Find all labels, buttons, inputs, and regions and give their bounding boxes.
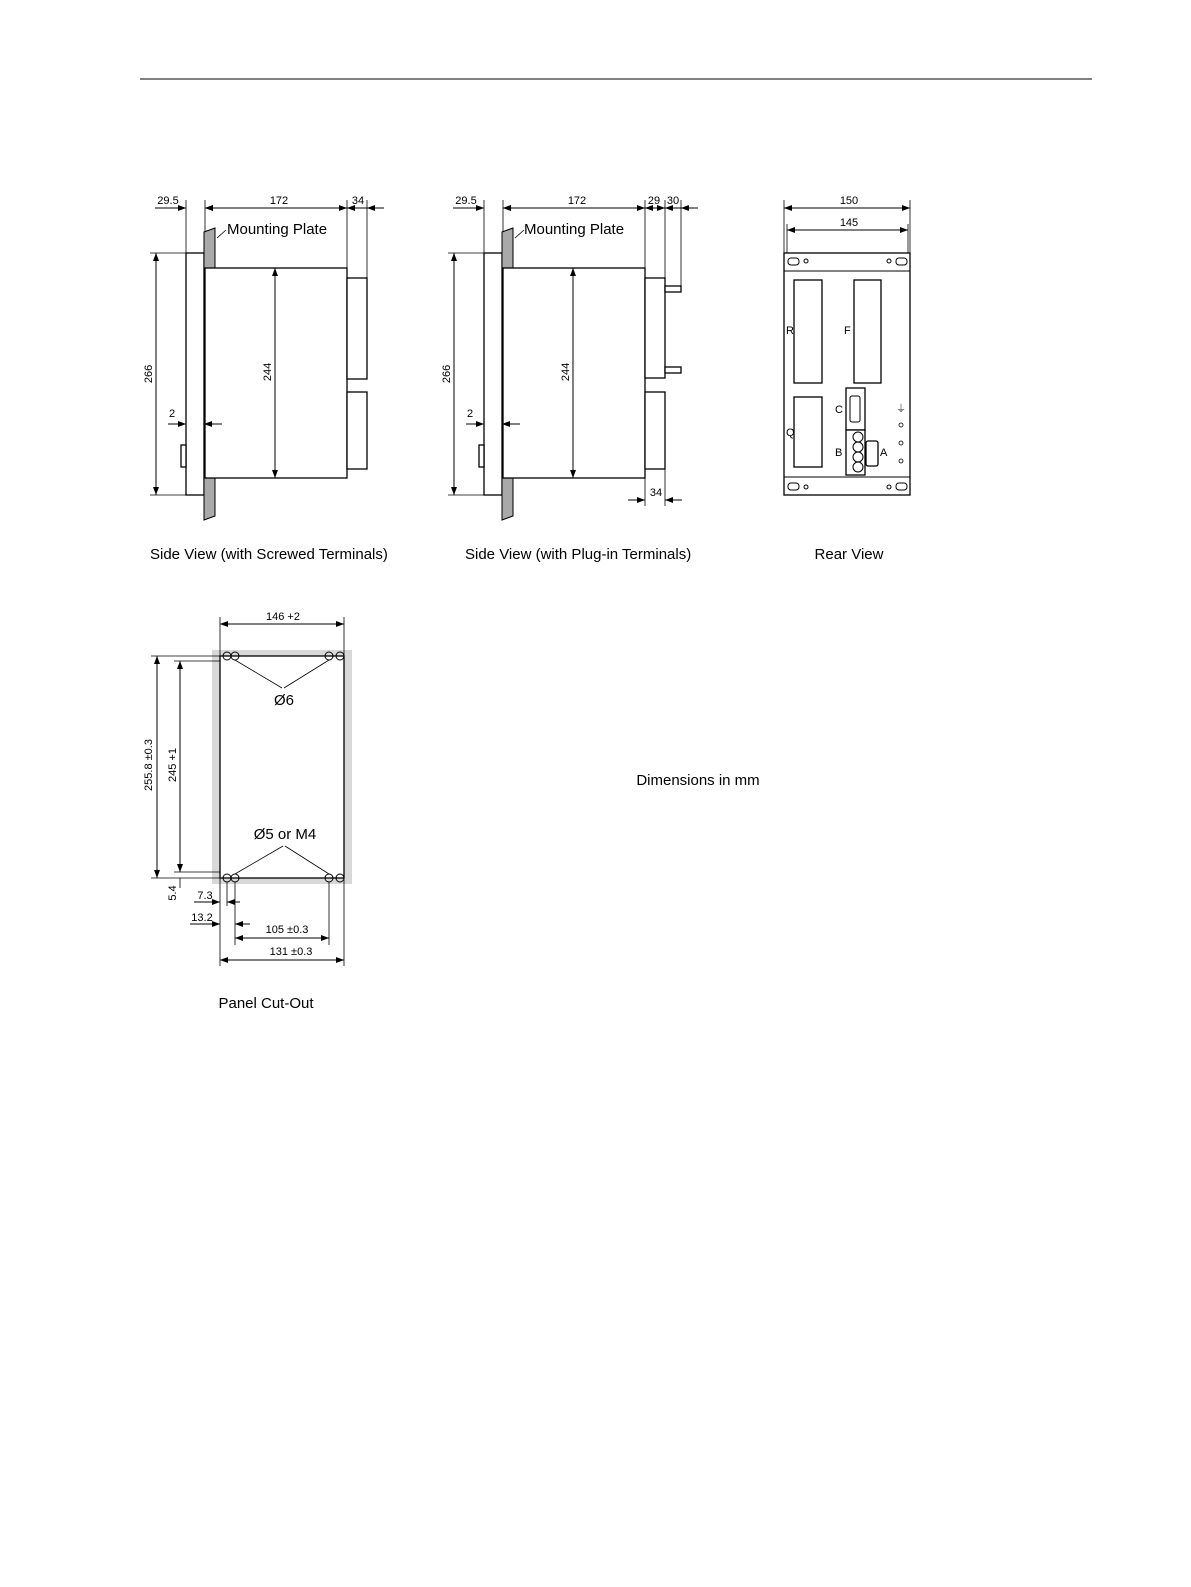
plugin-block-lower bbox=[645, 392, 665, 469]
caption-side-screwed: Side View (with Screwed Terminals) bbox=[150, 546, 388, 563]
dim-holes-outer: 131 ±0.3 bbox=[269, 946, 313, 958]
dim-front: 29.5 bbox=[157, 195, 179, 207]
connector-c bbox=[846, 388, 865, 430]
module-r bbox=[794, 280, 822, 383]
plug-pin-lower bbox=[665, 367, 681, 373]
mounting-plate-label: Mounting Plate bbox=[227, 221, 328, 238]
dim-width: 146 +2 bbox=[266, 611, 300, 623]
front-handle bbox=[181, 445, 186, 467]
terminal-block-upper bbox=[347, 278, 367, 379]
dim-x1: 7.3 bbox=[197, 890, 213, 902]
connector-a bbox=[866, 441, 878, 466]
terminal-block-lower bbox=[347, 392, 367, 469]
slot-label-b: B bbox=[835, 447, 843, 459]
dim-body: 172 bbox=[567, 195, 587, 207]
dim-front: 29.5 bbox=[455, 195, 477, 207]
dim-height-outer: 266 bbox=[143, 364, 155, 384]
front-panel bbox=[186, 253, 204, 495]
slot-label-r: R bbox=[786, 325, 794, 337]
dim-height-outer: 266 bbox=[441, 364, 453, 384]
slot-label-q: Q bbox=[786, 427, 795, 439]
dim-outer: 150 bbox=[839, 195, 859, 207]
dim-x2: 13.2 bbox=[191, 912, 213, 924]
dim-height-body: 244 bbox=[560, 362, 572, 382]
front-handle bbox=[479, 445, 484, 467]
caption-rear: Rear View bbox=[814, 546, 884, 563]
earth-symbol: ⏚ bbox=[896, 404, 906, 415]
dim-body: 172 bbox=[269, 195, 289, 207]
dim-holes-inner: 105 ±0.3 bbox=[265, 924, 309, 936]
dim-inner: 145 bbox=[839, 217, 859, 229]
dim-plate: 2 bbox=[168, 408, 176, 420]
dim-rear2: 30 bbox=[666, 195, 680, 207]
caption-panel-cutout: Panel Cut-Out bbox=[218, 995, 314, 1012]
slot-label-c: C bbox=[835, 404, 843, 416]
dim-bottom: 5.4 bbox=[167, 885, 179, 901]
caption-side-plugin: Side View (with Plug-in Terminals) bbox=[465, 546, 692, 563]
module-f bbox=[854, 280, 881, 383]
slot-label-a: A bbox=[880, 447, 888, 459]
mounting-plate-label: Mounting Plate bbox=[524, 221, 625, 238]
case-body bbox=[205, 268, 347, 478]
slot-label-f: F bbox=[844, 325, 851, 337]
rear-view bbox=[784, 195, 910, 563]
dim-height-outer: 255.8 ±0.3 bbox=[143, 739, 155, 791]
hole-label-top: Ø6 bbox=[273, 692, 295, 709]
module-q bbox=[794, 397, 822, 467]
dim-height-inner: 245 +1 bbox=[167, 748, 179, 782]
dim-bottom: 34 bbox=[649, 487, 663, 499]
hole-label-bottom: Ø5 or M4 bbox=[253, 826, 317, 843]
plugin-block-upper bbox=[645, 278, 665, 378]
panel-cutout bbox=[143, 611, 352, 1012]
side-view-plugin bbox=[441, 195, 698, 563]
dim-rear1: 29 bbox=[647, 195, 661, 207]
dim-plate: 2 bbox=[466, 408, 474, 420]
plug-pin-upper bbox=[665, 286, 681, 292]
cutout-rect bbox=[220, 656, 344, 878]
dimensions-note: Dimensions in mm bbox=[636, 772, 760, 789]
case-body bbox=[503, 268, 645, 478]
dim-height-body: 244 bbox=[262, 362, 274, 382]
front-panel bbox=[484, 253, 502, 495]
dim-rear: 34 bbox=[351, 195, 365, 207]
side-view-screwed bbox=[143, 195, 388, 563]
